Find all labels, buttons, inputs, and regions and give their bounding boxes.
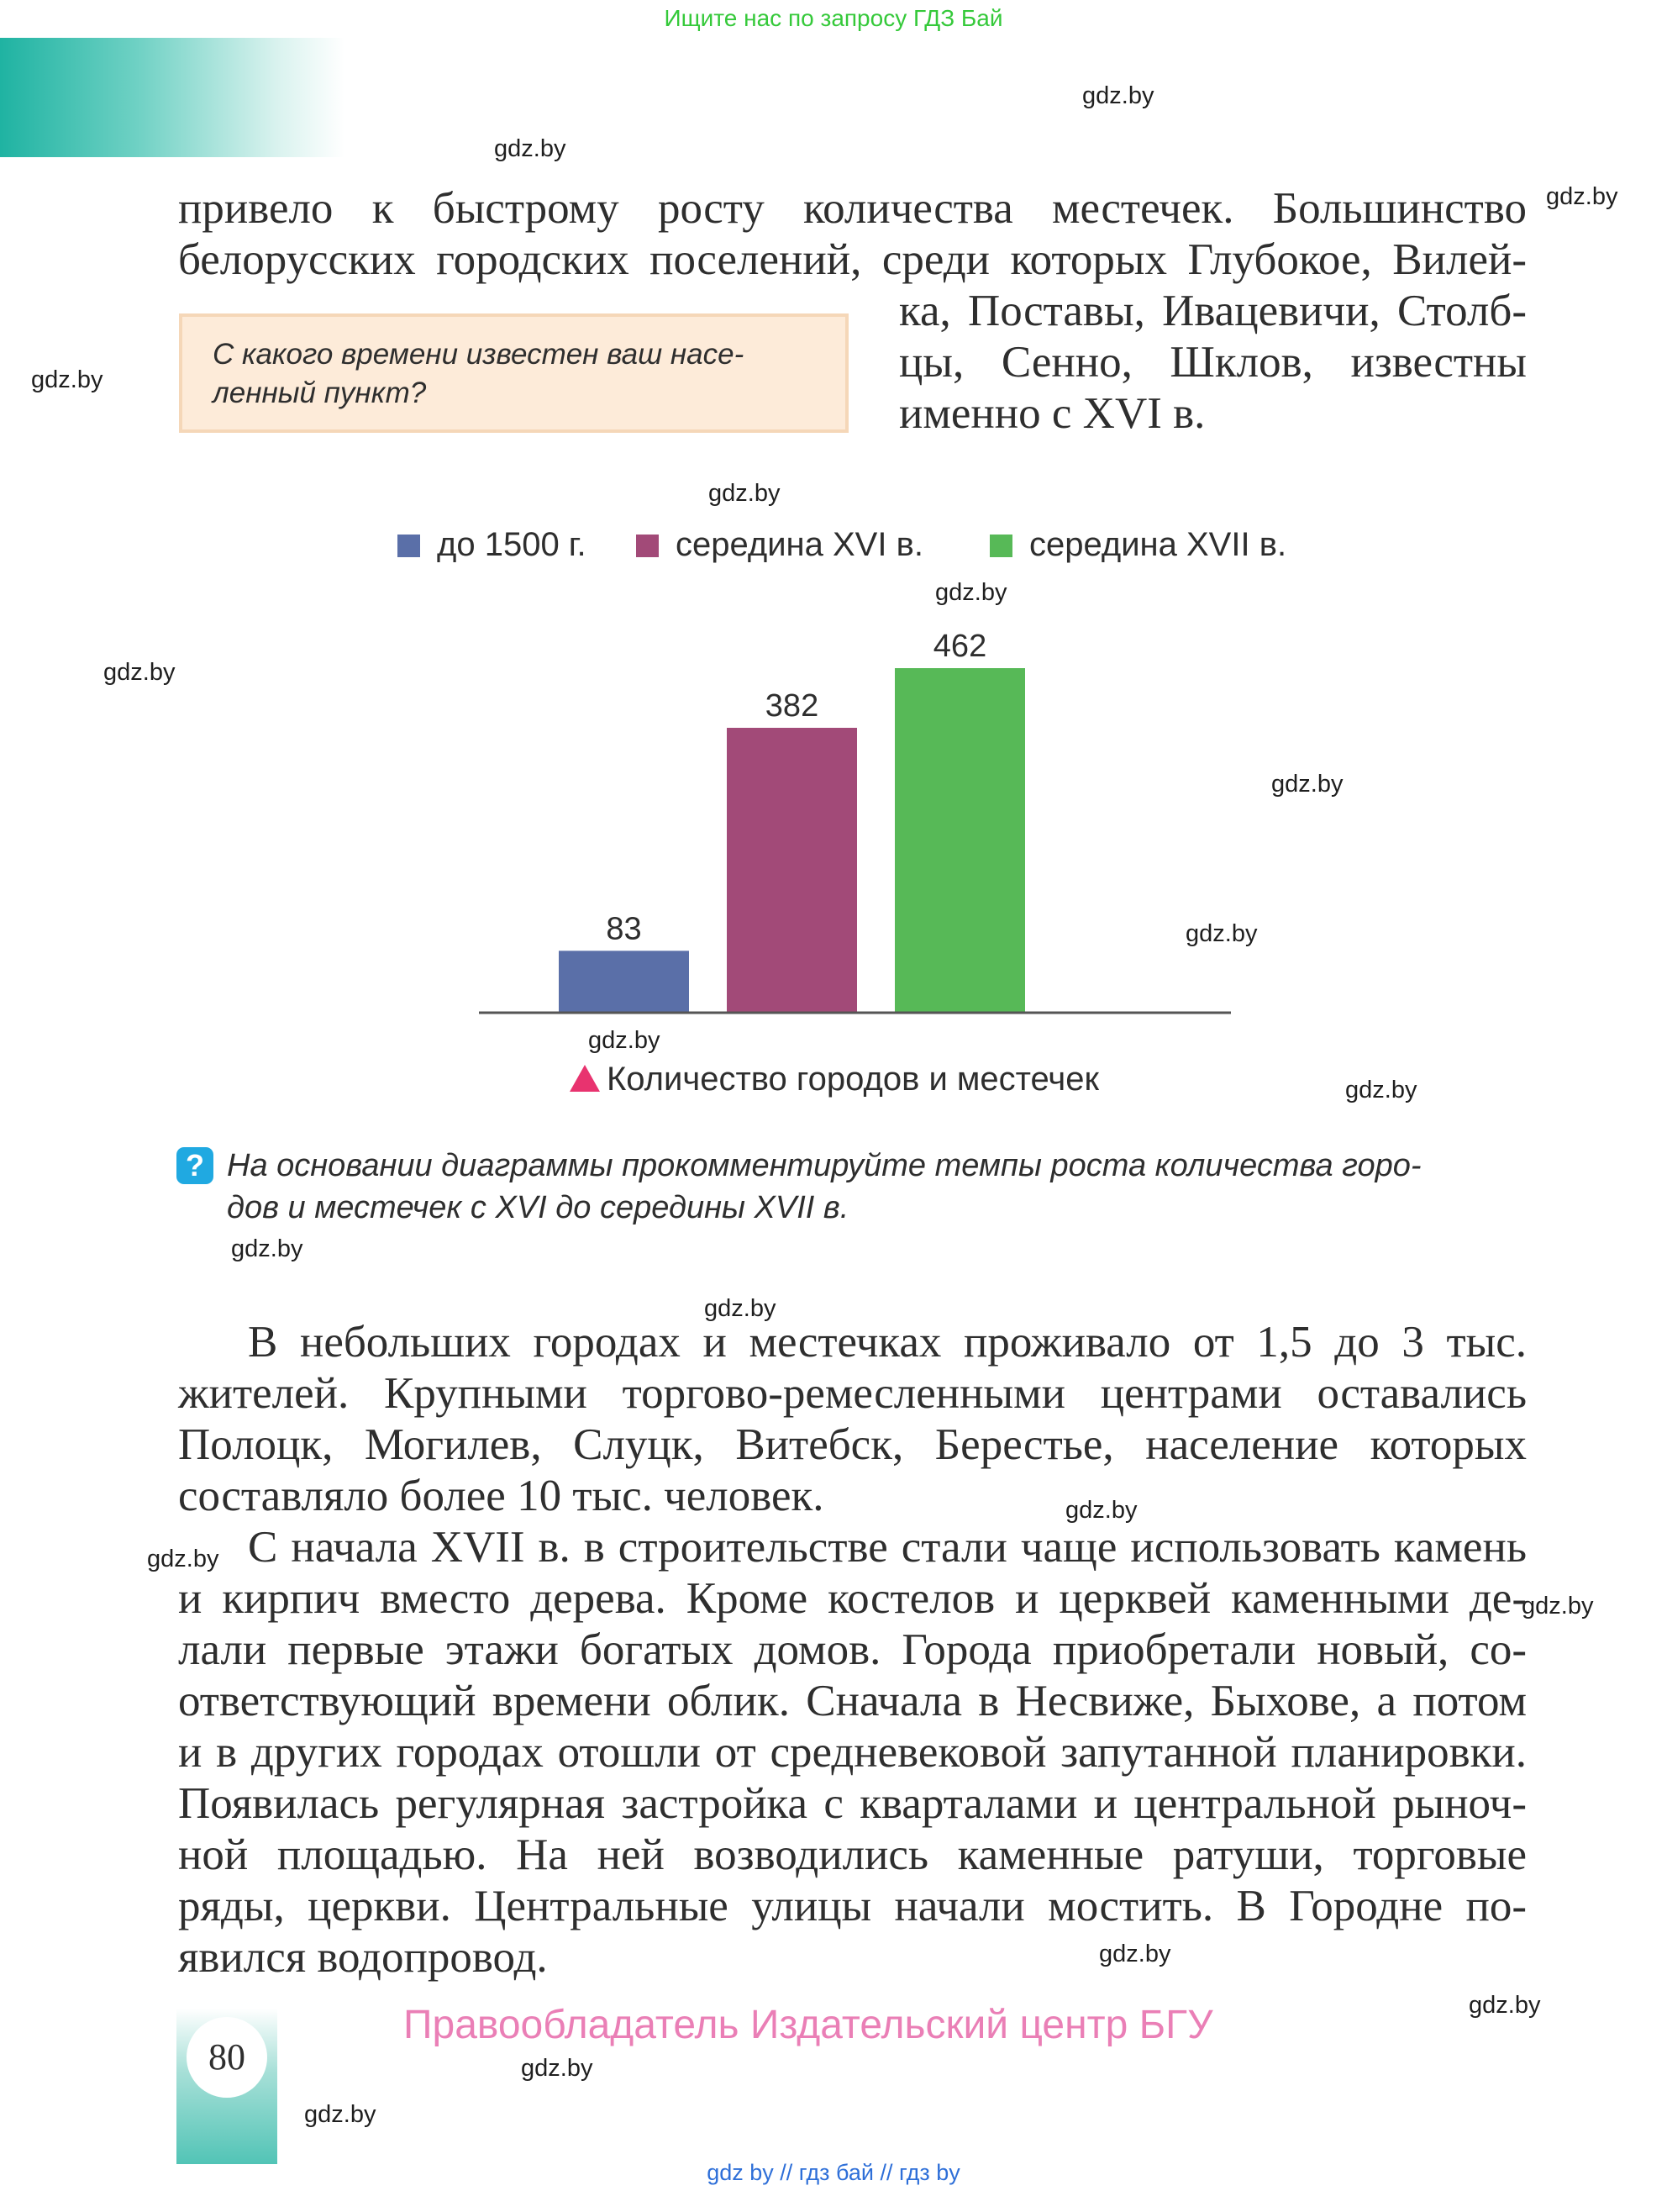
watermark: gdz.by	[1522, 1593, 1594, 1620]
paragraph-line: цы, Сенно, Шклов, известны	[899, 338, 1527, 387]
chart-caption-text: Количество городов и местечек	[607, 1061, 1100, 1098]
bar-chart	[471, 622, 1244, 1025]
watermark: gdz.by	[935, 579, 1007, 606]
decorative-band	[0, 38, 344, 157]
paragraph-line: явился водопровод.	[178, 1933, 548, 1982]
bar-3	[895, 668, 1025, 1013]
legend-item	[397, 526, 586, 564]
task-line: На основании диаграммы прокомментируйте темпы роста количества горо-	[227, 1148, 1422, 1183]
paragraph-line: ответствующий времени облик. Сначала в Несвиже, Быхове, а потом	[178, 1677, 1527, 1725]
legend-label: середина XVI в.	[676, 526, 923, 563]
paragraph-line: ной площадью. На ней возводились каменные ратуши, торговые	[178, 1830, 1527, 1879]
paragraph-line: именно с XVI в.	[899, 389, 1206, 438]
watermark: gdz.by	[1065, 1497, 1138, 1524]
bar-value-label: 83	[606, 911, 642, 947]
legend-label: середина XVII в.	[1029, 526, 1287, 563]
paragraph-line: Полоцк, Могилев, Слуцк, Витебск, Берестье, население которых	[178, 1420, 1527, 1469]
task-line: дов и местечек с XVI до середины XVII в.	[227, 1190, 849, 1225]
watermark: gdz.by	[1082, 82, 1154, 109]
page-number: 80	[187, 2017, 267, 2098]
footer-links[interactable]: gdz by // гдз бай // гдз by	[707, 2160, 960, 2185]
watermark: gdz.by	[521, 2055, 593, 2082]
paragraph-line: ка, Поставы, Ивацевичи, Столб-	[899, 287, 1527, 335]
bar-value-label: 462	[933, 629, 987, 664]
watermark: gdz.by	[231, 1235, 303, 1262]
watermark: gdz.by	[304, 2101, 376, 2128]
legend-item	[636, 526, 923, 564]
question-icon: ?	[176, 1147, 213, 1184]
watermark: gdz.by	[31, 366, 103, 393]
paragraph-line: и в других городах отошли от средневековой запутанной планировки.	[178, 1728, 1527, 1777]
watermark: gdz.by	[708, 480, 781, 507]
chart-caption	[570, 1061, 1099, 1098]
legend-item	[990, 526, 1286, 564]
bar-value-label: 382	[765, 687, 819, 724]
watermark: gdz.by	[147, 1546, 219, 1572]
paragraph-line: Появилась регулярная застройка с кварталами и центральной рыноч-	[178, 1779, 1527, 1828]
watermark: gdz.by	[494, 135, 566, 162]
paragraph-line: В небольших городах и местечках проживало от 1,5 до 3 тыс.	[248, 1318, 1527, 1367]
paragraph-line: жителей. Крупными торгово-ремесленными центрами оставались	[178, 1369, 1527, 1418]
question-text	[213, 335, 818, 413]
paragraph-line: и кирпич вместо дерева. Кроме костелов и церквей каменными де-	[178, 1574, 1527, 1623]
paragraph-line: привело к быстрому росту количества местечек. Большинство	[178, 184, 1527, 233]
watermark: gdz.by	[704, 1295, 776, 1322]
question-box	[179, 313, 849, 433]
legend-swatch	[990, 535, 1012, 557]
paragraph-line: белорусских городских поселений, среди которых Глубокое, Вилей-	[178, 235, 1527, 284]
watermark: gdz.by	[1271, 771, 1344, 798]
watermark: gdz.by	[103, 659, 176, 686]
question-line: С какого времени известен ваш насе-	[213, 338, 744, 371]
paragraph-line: лали первые этажи богатых домов. Города приобретали новый, со-	[178, 1625, 1527, 1674]
top-banner: Ищите нас по запросу ГДЗ Бай	[664, 5, 1003, 31]
watermark: gdz.by	[1546, 183, 1618, 210]
rights-holder: Правообладатель Издательский центр БГУ	[403, 2003, 1213, 2047]
watermark: gdz.by	[1099, 1941, 1171, 1967]
bar-1	[559, 951, 689, 1013]
watermark: gdz.by	[1345, 1077, 1417, 1103]
bar-2	[727, 728, 857, 1013]
watermark: gdz.by	[588, 1027, 660, 1054]
legend-swatch	[397, 535, 420, 557]
paragraph-line: составляло более 10 тыс. человек.	[178, 1472, 824, 1520]
question-line: ленный пункт?	[213, 377, 427, 409]
watermark: gdz.by	[1469, 1992, 1541, 2019]
paragraph-line: ряды, церкви. Центральные улицы начали мостить. В Городне по-	[178, 1882, 1527, 1930]
watermark: gdz.by	[1186, 920, 1258, 947]
legend-swatch	[636, 535, 659, 557]
legend-label: до 1500 г.	[437, 526, 586, 563]
paragraph-line: С начала XVII в. в строительстве стали чаще использовать камень	[248, 1523, 1527, 1572]
triangle-icon	[570, 1065, 600, 1092]
